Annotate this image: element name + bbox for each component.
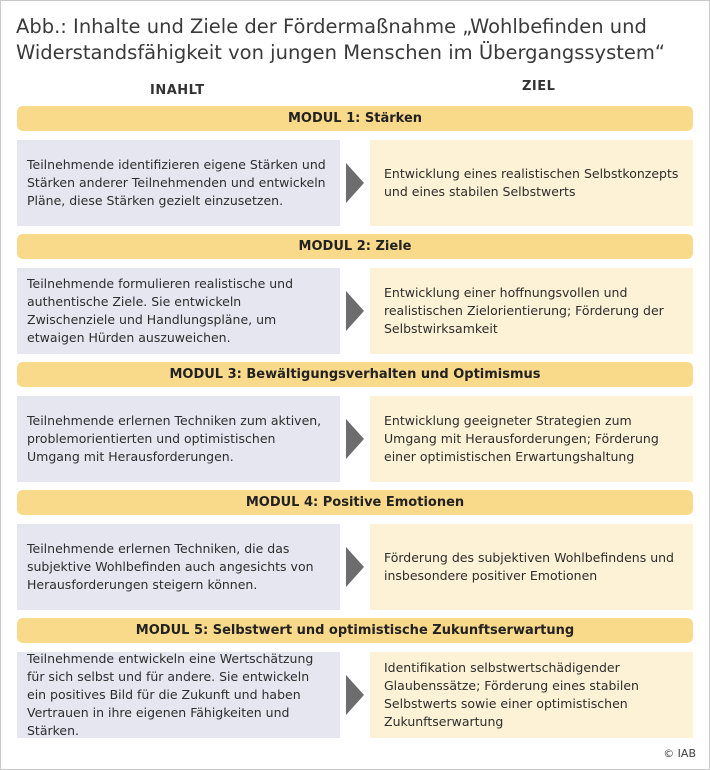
ziel-box [370, 396, 693, 482]
inhalt-text: Teilnehmende erlernen Techniken zum aktiven, problemorientierten und optimistischen Umgang mit Herausforderungen. [27, 413, 322, 464]
ziel-text: Entwicklung einer hoffnungsvollen und realistischen Zielorientierung; Förderung der Selbstwirksamkeit [384, 285, 664, 336]
ziel-box [370, 140, 693, 226]
copyright-notice: © IAB [663, 747, 696, 760]
module-5 [17, 618, 693, 746]
arrow-right-icon [346, 675, 364, 715]
module-3 [17, 362, 693, 490]
inhalt-text: Teilnehmende formulieren realistische und authentische Ziele. Sie entwickeln Zwischenziele und Handlungspläne, um etwaigen Hürden auszuweichen. [27, 276, 294, 345]
ziel-text: Entwicklung geeigneter Strategien zum Umgang mit Herausforderungen; Förderung einer optimistischen Erwartungshaltung [384, 413, 659, 464]
ziel-box [370, 524, 693, 610]
module-list [17, 106, 693, 746]
column-header-inhalt: INAHLT [150, 83, 205, 98]
inhalt-box [17, 524, 340, 610]
inhalt-text: Teilnehmende entwickeln eine Wertschätzung für sich selbst und für andere. Sie entwickeln ein positives Bild für die Zukunft und haben Vertrauen in ihre eigenen Fähigkeiten und Stärken. [27, 651, 314, 738]
inhalt-box [17, 652, 340, 738]
arrow-right-icon [346, 547, 364, 587]
arrow-right-icon [346, 163, 364, 203]
figure-title: Abb.: Inhalte und Ziele der Fördermaßnahme „Wohlbefinden und Widerstandsfähigkeit von jungen Menschen im Übergangssystem“ [16, 15, 665, 64]
ziel-text: Identifikation selbstwertschädigender Glaubenssätze; Förderung eines stabilen Selbstwerts sowie einer optimistischen Zukunftserwartung [384, 660, 639, 729]
inhalt-text: Teilnehmende erlernen Techniken, die das subjektive Wohlbefinden auch angesichts von Herausforderungen steigern können. [27, 541, 314, 592]
module-2 [17, 234, 693, 362]
module-header: MODUL 3: Bewältigungsverhalten und Optimismus [17, 362, 693, 387]
arrow-right-icon [346, 419, 364, 459]
module-4 [17, 490, 693, 618]
ziel-text: Förderung des subjektiven Wohlbefindens und insbesondere positiver Emotionen [384, 550, 674, 583]
ziel-box [370, 268, 693, 354]
ziel-box [370, 652, 693, 738]
module-header: MODUL 1: Stärken [17, 106, 693, 131]
inhalt-box [17, 140, 340, 226]
inhalt-text: Teilnehmende identifizieren eigene Stärken und Stärken anderer Teilnehmenden und entwickeln Pläne, diese Stärken gezielt einzusetzen. [27, 157, 326, 208]
module-header: MODUL 4: Positive Emotionen [17, 490, 693, 515]
module-header: MODUL 2: Ziele [17, 234, 693, 259]
module-header: MODUL 5: Selbstwert und optimistische Zukunftserwartung [17, 618, 693, 643]
inhalt-box [17, 396, 340, 482]
column-header-ziel: ZIEL [522, 79, 556, 94]
arrow-right-icon [346, 291, 364, 331]
module-1 [17, 106, 693, 234]
inhalt-box [17, 268, 340, 354]
ziel-text: Entwicklung eines realistischen Selbstkonzepts und eines stabilen Selbstwerts [384, 166, 679, 199]
